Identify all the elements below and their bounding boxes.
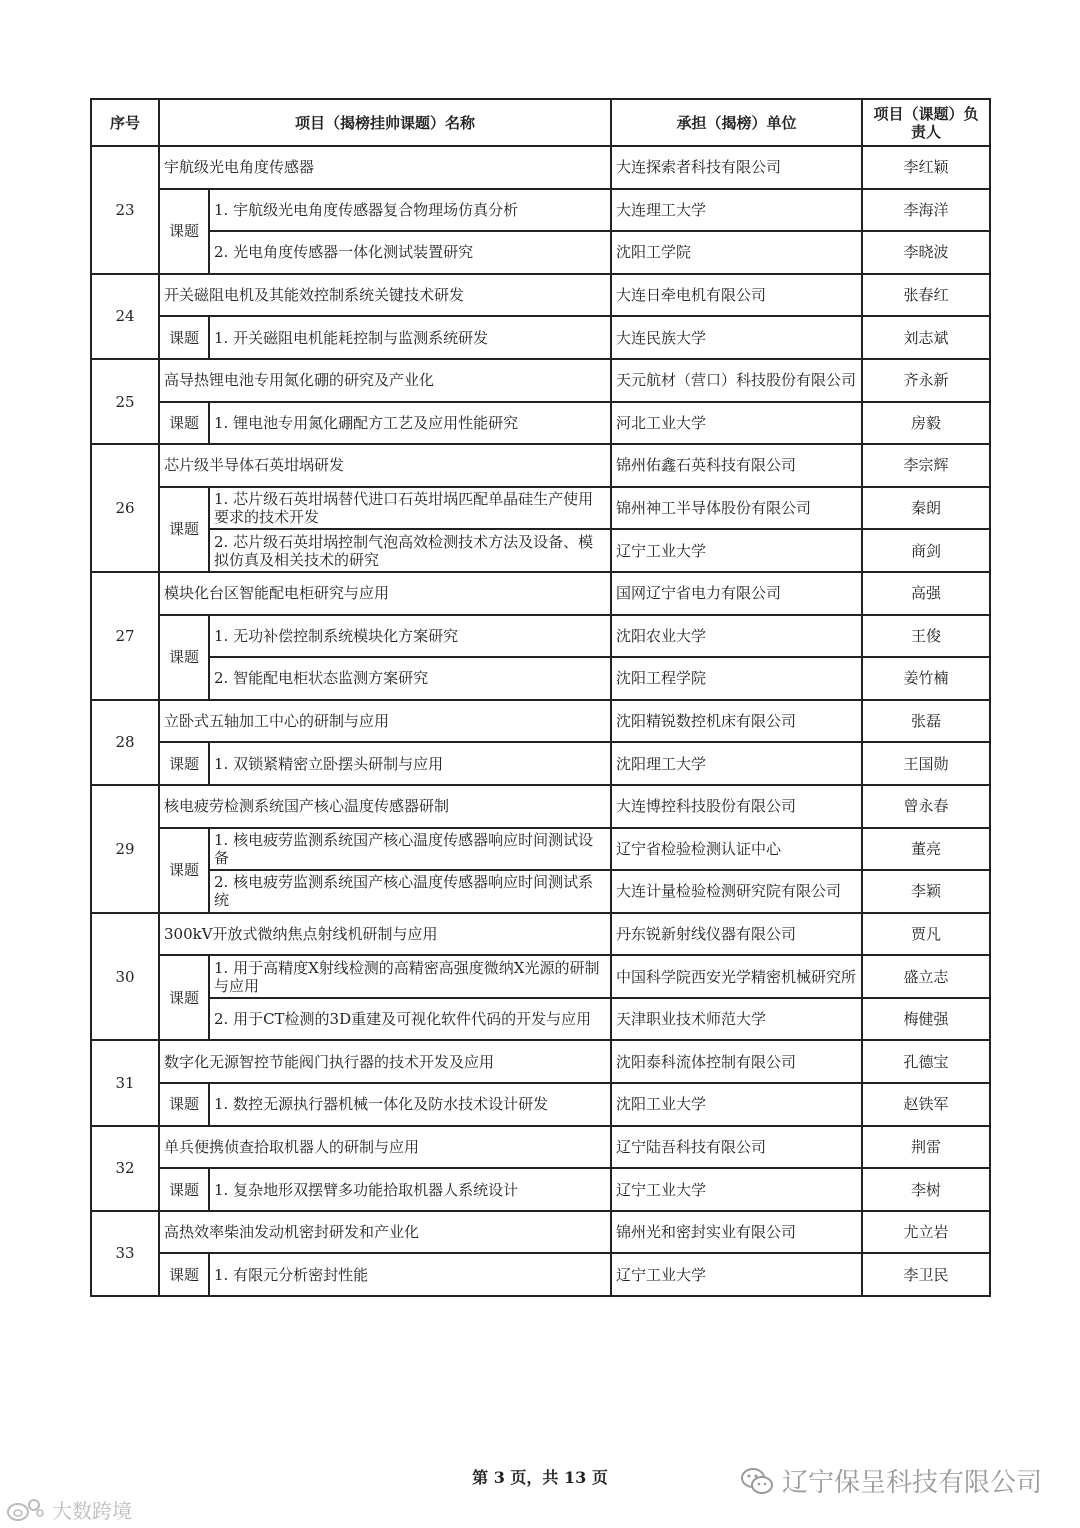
project-unit: 沈阳精锐数控机床有限公司	[611, 700, 862, 743]
subtopic-label: 课题	[159, 487, 209, 572]
watermark-left	[6, 1495, 132, 1524]
project-leader: 贾凡	[862, 913, 990, 956]
project-unit: 沈阳泰科流体控制有限公司	[611, 1040, 862, 1083]
subtopic-row	[91, 1083, 990, 1126]
subtopic-label: 课题	[159, 615, 209, 700]
subtopic-unit: 沈阳工业大学	[611, 1083, 862, 1126]
subtopic-leader: 王国勋	[862, 742, 990, 785]
subtopic-unit: 沈阳农业大学	[611, 615, 862, 658]
subtopic-unit: 沈阳工学院	[611, 231, 862, 274]
watermark-left-text: 大数跨境	[52, 1499, 132, 1523]
subtopic-row	[91, 615, 990, 658]
header-leader: 项目（课题）负责人	[862, 99, 990, 146]
subtopic-leader: 商剑	[862, 529, 990, 572]
project-leader: 荆雷	[862, 1126, 990, 1169]
subtopic-unit: 大连民族大学	[611, 316, 862, 359]
table-body	[91, 146, 990, 1296]
subtopic-leader: 李卫民	[862, 1253, 990, 1296]
subtopic-leader: 姜竹楠	[862, 657, 990, 700]
project-seq: 29	[91, 785, 159, 913]
subtopic-name: 1. 锂电池专用氮化硼配方工艺及应用性能研究	[209, 402, 611, 445]
project-name: 高热效率柴油发动机密封研发和产业化	[159, 1211, 611, 1254]
project-seq: 25	[91, 359, 159, 444]
project-row	[91, 700, 990, 743]
subtopic-row	[91, 657, 990, 700]
subtopic-leader: 王俊	[862, 615, 990, 658]
project-leader: 高强	[862, 572, 990, 615]
subtopic-label: 课题	[159, 316, 209, 359]
project-unit: 锦州光和密封实业有限公司	[611, 1211, 862, 1254]
project-leader: 尤立岩	[862, 1211, 990, 1254]
subtopic-row	[91, 189, 990, 232]
subtopic-unit: 沈阳工程学院	[611, 657, 862, 700]
subtopic-name: 1. 芯片级石英坩埚替代进口石英坩埚匹配单晶硅生产使用要求的技术开发	[209, 487, 611, 530]
subtopic-unit: 辽宁省检验检测认证中心	[611, 828, 862, 871]
project-name: 模块化台区智能配电柜研究与应用	[159, 572, 611, 615]
project-seq: 24	[91, 274, 159, 359]
project-unit: 丹东锐新射线仪器有限公司	[611, 913, 862, 956]
project-unit: 辽宁陆吾科技有限公司	[611, 1126, 862, 1169]
subtopic-leader: 李颖	[862, 870, 990, 913]
project-unit: 大连日牵电机有限公司	[611, 274, 862, 317]
project-name: 核电疲劳检测系统国产核心温度传感器研制	[159, 785, 611, 828]
subtopic-unit: 沈阳理工大学	[611, 742, 862, 785]
project-row	[91, 1126, 990, 1169]
subtopic-name: 1. 有限元分析密封性能	[209, 1253, 611, 1296]
project-row	[91, 785, 990, 828]
subtopic-row	[91, 998, 990, 1041]
subtopic-unit: 锦州神工半导体股份有限公司	[611, 487, 862, 530]
subtopic-name: 1. 宇航级光电角度传感器复合物理场仿真分析	[209, 189, 611, 232]
subtopic-label: 课题	[159, 1083, 209, 1126]
project-table	[90, 98, 991, 1297]
project-name: 宇航级光电角度传感器	[159, 146, 611, 189]
subtopic-leader: 梅健强	[862, 998, 990, 1041]
project-leader: 李红颖	[862, 146, 990, 189]
subtopic-name: 1. 双锁紧精密立卧摆头研制与应用	[209, 742, 611, 785]
subtopic-row	[91, 231, 990, 274]
subtopic-unit: 辽宁工业大学	[611, 1253, 862, 1296]
subtopic-row	[91, 742, 990, 785]
weibo-icon	[6, 1497, 46, 1523]
subtopic-name: 2. 芯片级石英坩埚控制气泡高效检测技术方法及设备、模拟仿真及相关技术的研究	[209, 529, 611, 572]
subtopic-leader: 李海洋	[862, 189, 990, 232]
subtopic-unit: 大连计量检验检测研究院有限公司	[611, 870, 862, 913]
subtopic-leader: 赵铁军	[862, 1083, 990, 1126]
subtopic-name: 2. 光电角度传感器一体化测试装置研究	[209, 231, 611, 274]
subtopic-name: 1. 数控无源执行器机械一体化及防水技术设计研发	[209, 1083, 611, 1126]
project-unit: 大连博控科技股份有限公司	[611, 785, 862, 828]
subtopic-row	[91, 1168, 990, 1211]
subtopic-name: 1. 用于高精度X射线检测的高精密高强度微纳X光源的研制与应用	[209, 955, 611, 998]
project-name: 开关磁阻电机及其能效控制系统关键技术研发	[159, 274, 611, 317]
subtopic-label: 课题	[159, 402, 209, 445]
subtopic-row	[91, 870, 990, 913]
subtopic-row	[91, 1253, 990, 1296]
subtopic-unit: 天津职业技术师范大学	[611, 998, 862, 1041]
subtopic-name: 1. 无功补偿控制系统模块化方案研究	[209, 615, 611, 658]
subtopic-row	[91, 402, 990, 445]
project-unit: 锦州佑鑫石英科技有限公司	[611, 444, 862, 487]
subtopic-name: 1. 开关磁阻电机能耗控制与监测系统研发	[209, 316, 611, 359]
project-unit: 天元航材（营口）科技股份有限公司	[611, 359, 862, 402]
subtopic-row	[91, 529, 990, 572]
project-seq: 28	[91, 700, 159, 785]
project-seq: 23	[91, 146, 159, 274]
project-row	[91, 359, 990, 402]
project-row	[91, 274, 990, 317]
watermark-right	[740, 1462, 1042, 1499]
project-seq: 26	[91, 444, 159, 572]
subtopic-unit: 辽宁工业大学	[611, 1168, 862, 1211]
header-seq: 序号	[91, 99, 159, 146]
header-project-name: 项目（揭榜挂帅课题）名称	[159, 99, 611, 146]
project-leader: 孔德宝	[862, 1040, 990, 1083]
wechat-icon	[740, 1466, 774, 1496]
subtopic-row	[91, 955, 990, 998]
project-row	[91, 1211, 990, 1254]
subtopic-unit: 大连理工大学	[611, 189, 862, 232]
project-name: 数字化无源智控节能阀门执行器的技术开发及应用	[159, 1040, 611, 1083]
project-row	[91, 913, 990, 956]
project-seq: 27	[91, 572, 159, 700]
project-leader: 李宗辉	[862, 444, 990, 487]
subtopic-name: 1. 复杂地形双摆臂多功能拾取机器人系统设计	[209, 1168, 611, 1211]
project-name: 立卧式五轴加工中心的研制与应用	[159, 700, 611, 743]
subtopic-leader: 李树	[862, 1168, 990, 1211]
subtopic-leader: 秦朗	[862, 487, 990, 530]
subtopic-leader: 房毅	[862, 402, 990, 445]
project-leader: 张磊	[862, 700, 990, 743]
project-seq: 32	[91, 1126, 159, 1211]
subtopic-label: 课题	[159, 1253, 209, 1296]
subtopic-leader: 盛立志	[862, 955, 990, 998]
project-unit: 大连探索者科技有限公司	[611, 146, 862, 189]
project-row	[91, 146, 990, 189]
subtopic-row	[91, 316, 990, 359]
project-name: 高导热锂电池专用氮化硼的研究及产业化	[159, 359, 611, 402]
subtopic-label: 课题	[159, 1168, 209, 1211]
subtopic-label: 课题	[159, 955, 209, 1040]
header-unit: 承担（揭榜）单位	[611, 99, 862, 146]
subtopic-row	[91, 487, 990, 530]
subtopic-label: 课题	[159, 828, 209, 913]
subtopic-row	[91, 828, 990, 871]
project-seq: 31	[91, 1040, 159, 1125]
project-row	[91, 444, 990, 487]
project-leader: 张春红	[862, 274, 990, 317]
subtopic-name: 2. 用于CT检测的3D重建及可视化软件代码的开发与应用	[209, 998, 611, 1041]
subtopic-name: 2. 核电疲劳监测系统国产核心温度传感器响应时间测试系统	[209, 870, 611, 913]
subtopic-leader: 董亮	[862, 828, 990, 871]
subtopic-leader: 刘志斌	[862, 316, 990, 359]
project-row	[91, 572, 990, 615]
project-unit: 国网辽宁省电力有限公司	[611, 572, 862, 615]
project-name: 单兵便携侦查拾取机器人的研制与应用	[159, 1126, 611, 1169]
subtopic-unit: 辽宁工业大学	[611, 529, 862, 572]
page-number: 第 3 页，共 13 页	[472, 1468, 608, 1487]
watermark-right-text: 辽宁保呈科技有限公司	[781, 1468, 1042, 1498]
project-leader: 齐永新	[862, 359, 990, 402]
project-row	[91, 1040, 990, 1083]
project-seq: 30	[91, 913, 159, 1041]
project-name: 300kV开放式微纳焦点射线机研制与应用	[159, 913, 611, 956]
subtopic-leader: 李晓波	[862, 231, 990, 274]
project-name: 芯片级半导体石英坩埚研发	[159, 444, 611, 487]
subtopic-unit: 中国科学院西安光学精密机械研究所	[611, 955, 862, 998]
subtopic-name: 1. 核电疲劳监测系统国产核心温度传感器响应时间测试设备	[209, 828, 611, 871]
subtopic-label: 课题	[159, 189, 209, 274]
project-leader: 曾永春	[862, 785, 990, 828]
subtopic-name: 2. 智能配电柜状态监测方案研究	[209, 657, 611, 700]
project-seq: 33	[91, 1211, 159, 1296]
subtopic-unit: 河北工业大学	[611, 402, 862, 445]
table-header-row	[91, 99, 990, 146]
subtopic-label: 课题	[159, 742, 209, 785]
